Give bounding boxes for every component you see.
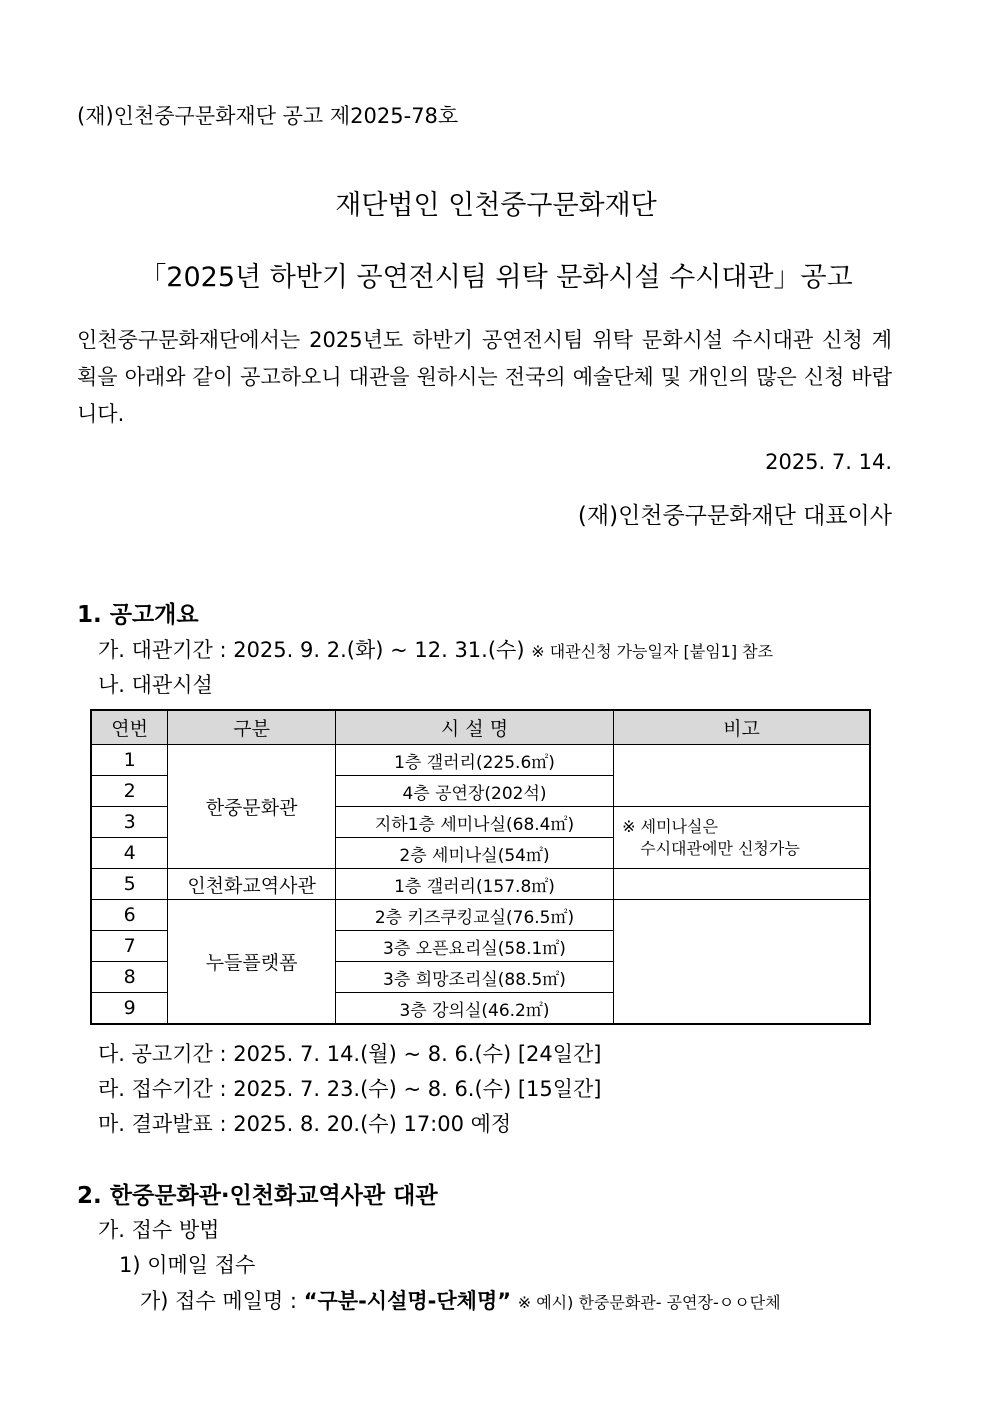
- intro-paragraph: 인천중구문화재단에서는 2025년도 하반기 공연전시팀 위탁 문화시설 수시대관 신청 계획을 아래와 같이 공고하오니 대관을 원하시는 전국의 예술단체 및 개인의 많은 신청 바랍니다.: [77, 328, 892, 426]
- section2-heading: 2. 한중문화관·인천화교역사관 대관: [77, 1183, 438, 1209]
- row-facility: 3층 희망조리실(88.5㎡): [335, 962, 613, 993]
- rental-period: [98, 634, 773, 664]
- issuer: (재)인천중구문화재단 대표이사: [577, 503, 892, 529]
- row-no: 6: [91, 900, 168, 931]
- row-facility: 4층 공연장(202석): [335, 776, 613, 807]
- remark-empty: [614, 745, 870, 807]
- header-category: 구분: [168, 710, 336, 745]
- email-subject-label: 가) 접수 메일명 :: [140, 1289, 298, 1313]
- result-announcement: 마. 결과발표 : 2025. 8. 20.(수) 17:00 예정: [98, 1112, 512, 1136]
- row-facility: 3층 오픈요리실(58.1㎡): [335, 931, 613, 962]
- row-facility: 2층 세미나실(54㎡): [335, 838, 613, 869]
- remark-empty: [614, 900, 870, 1025]
- notice-period: 다. 공고기간 : 2025. 7. 14.(월) ~ 8. 6.(수) [24일간]: [98, 1042, 602, 1066]
- group-nudeul: 누들플랫폼: [168, 900, 336, 1025]
- row-facility: 지하1층 세미나실(68.4㎡): [335, 807, 613, 838]
- group-hanjung: 한중문화관: [168, 745, 336, 869]
- rental-period-label: 가. 대관기간 : 2025. 9. 2.(화) ~ 12. 31.(수): [98, 638, 525, 662]
- row-no: 2: [91, 776, 168, 807]
- doc-title: 「2025년 하반기 공연전시팀 위탁 문화시설 수시대관」공고: [139, 262, 853, 293]
- row-no: 7: [91, 931, 168, 962]
- email-subject-example: ※ 예시) 한중문화관- 공연장-ㅇㅇ단체: [517, 1293, 781, 1312]
- table-header-row: [91, 710, 870, 745]
- header-no: 연번: [91, 710, 168, 745]
- notice-number: (재)인천중구문화재단 공고 제2025-78호: [77, 104, 459, 128]
- remark-line1: ※ 세미나실은: [622, 816, 718, 836]
- email-subject-format: “구분-시설명-단체명”: [303, 1289, 512, 1313]
- email-application: 1) 이메일 접수: [119, 1253, 256, 1277]
- row-facility: 1층 갤러리(157.8㎡): [335, 869, 613, 900]
- table-row: [91, 869, 870, 900]
- facility-table: [90, 709, 871, 1025]
- header-facility: 시 설 명: [335, 710, 613, 745]
- row-no: 1: [91, 745, 168, 776]
- email-subject-line: [140, 1285, 781, 1315]
- header-remark: 비고: [614, 710, 870, 745]
- org-title: 재단법인 인천중구문화재단: [335, 190, 657, 221]
- remark-seminar: [614, 807, 870, 869]
- rental-period-note: ※ 대관신청 가능일자 [붙임1] 참조: [531, 642, 774, 661]
- row-no: 4: [91, 838, 168, 869]
- row-facility: 3층 강의실(46.2㎡): [335, 993, 613, 1025]
- row-no: 3: [91, 807, 168, 838]
- row-no: 8: [91, 962, 168, 993]
- application-period: 라. 접수기간 : 2025. 7. 23.(수) ~ 8. 6.(수) [15일간]: [98, 1077, 602, 1101]
- group-incheon: 인천화교역사관: [168, 869, 336, 900]
- table-row: [91, 745, 870, 776]
- application-method: 가. 접수 방법: [98, 1218, 220, 1242]
- notice-date: 2025. 7. 14.: [765, 450, 892, 474]
- table-row: [91, 900, 870, 931]
- facilities-label: 나. 대관시설: [98, 673, 213, 697]
- remark-line2: 수시대관에만 신청가능: [640, 838, 800, 858]
- row-no: 9: [91, 993, 168, 1025]
- row-no: 5: [91, 869, 168, 900]
- row-facility: 2층 키즈쿠킹교실(76.5㎡): [335, 900, 613, 931]
- remark-empty: [614, 869, 870, 900]
- section1-heading: 1. 공고개요: [77, 602, 199, 628]
- row-facility: 1층 갤러리(225.6㎡): [335, 745, 613, 776]
